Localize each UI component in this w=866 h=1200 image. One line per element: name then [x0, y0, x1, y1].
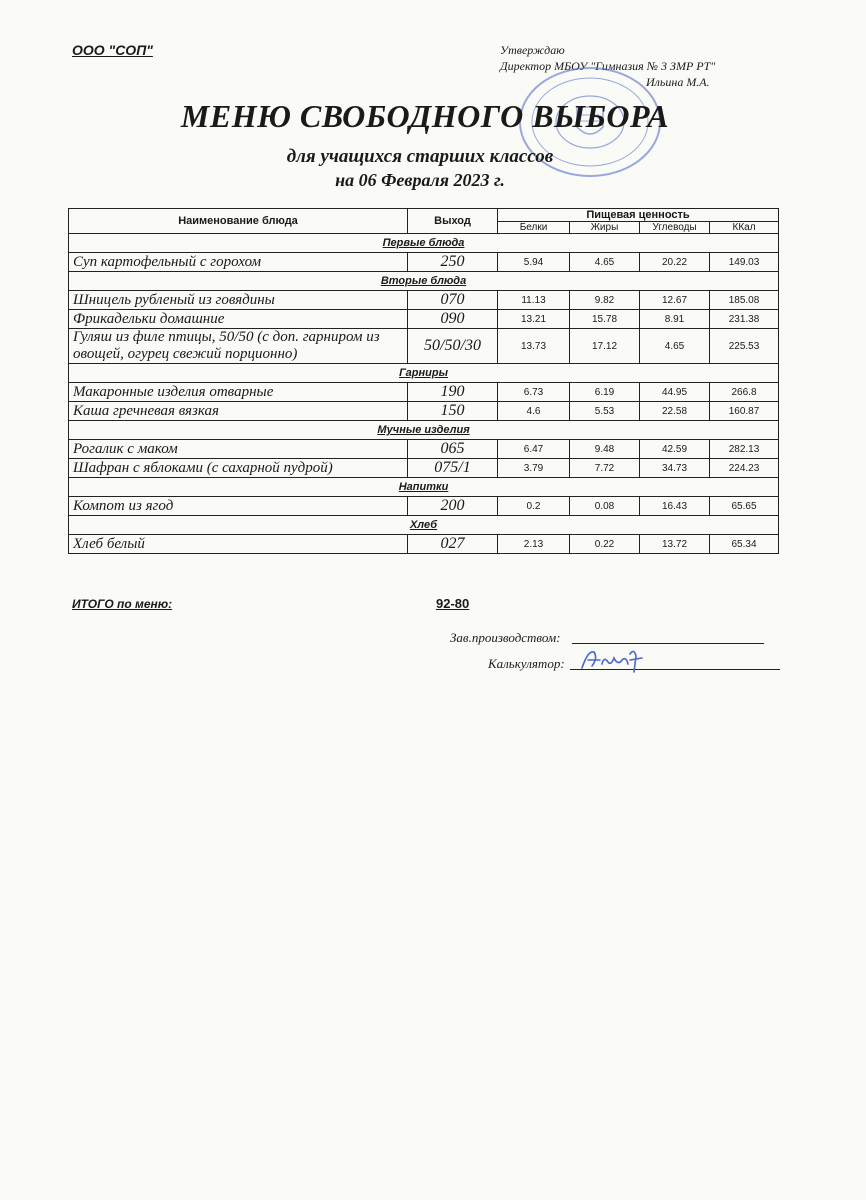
menu-table [68, 208, 779, 554]
dish-fat: 7.72 [570, 459, 640, 478]
dish-name: Гуляш из филе птицы, 50/50 (с доп. гарниром из овощей, огурец свежий порционно) [69, 329, 408, 364]
header-nutrition: Пищевая ценность [498, 209, 779, 222]
dish-protein: 6.73 [498, 383, 570, 402]
dish-kcal: 149.03 [710, 253, 779, 272]
dish-protein: 4.6 [498, 402, 570, 421]
table-row [69, 329, 779, 364]
approval-line-2: Директор МБОУ "Гимназия № 3 ЗМР РТ" [500, 59, 716, 73]
section-title: Первые блюда [69, 234, 779, 253]
dish-kcal: 185.08 [710, 291, 779, 310]
dish-name: Рогалик с маком [69, 440, 408, 459]
table-row [69, 402, 779, 421]
section-title: Вторые блюда [69, 272, 779, 291]
dish-fat: 5.53 [570, 402, 640, 421]
dish-fat: 6.19 [570, 383, 640, 402]
dish-kcal: 231.38 [710, 310, 779, 329]
dish-output: 027 [408, 535, 498, 554]
dish-protein: 13.21 [498, 310, 570, 329]
dish-output: 150 [408, 402, 498, 421]
header-kcal: ККал [710, 222, 779, 234]
dish-protein: 3.79 [498, 459, 570, 478]
dish-carbs: 34.73 [640, 459, 710, 478]
dish-kcal: 225.53 [710, 329, 779, 364]
header-carbs: Углеводы [640, 222, 710, 234]
dish-output: 065 [408, 440, 498, 459]
table-row [69, 310, 779, 329]
dish-output: 250 [408, 253, 498, 272]
dish-fat: 9.48 [570, 440, 640, 459]
header-fat: Жиры [570, 222, 640, 234]
total-value: 92-80 [436, 596, 470, 611]
dish-carbs: 4.65 [640, 329, 710, 364]
dish-output: 200 [408, 497, 498, 516]
dish-output: 075/1 [408, 459, 498, 478]
section-title: Мучные изделия [69, 421, 779, 440]
dish-kcal: 266.8 [710, 383, 779, 402]
table-row [69, 459, 779, 478]
approval-line-3: Ильина М.А. [646, 75, 710, 89]
header-dish-name: Наименование блюда [69, 209, 408, 234]
section-title: Напитки [69, 478, 779, 497]
handwritten-signature-icon [578, 644, 658, 674]
dish-carbs: 13.72 [640, 535, 710, 554]
organization-name: ООО "СОП" [72, 42, 153, 58]
section-title: Гарниры [69, 364, 779, 383]
dish-kcal: 224.23 [710, 459, 779, 478]
dish-fat: 9.82 [570, 291, 640, 310]
dish-kcal: 160.87 [710, 402, 779, 421]
dish-name: Шницель рубленый из говядины [69, 291, 408, 310]
page-subtitle: для учащихся старших классов [286, 146, 554, 167]
section-title: Хлеб [69, 516, 779, 535]
dish-kcal: 282.13 [710, 440, 779, 459]
dish-name: Шафран с яблоками (с сахарной пудрой) [69, 459, 408, 478]
dish-kcal: 65.65 [710, 497, 779, 516]
dish-carbs: 20.22 [640, 253, 710, 272]
table-row [69, 440, 779, 459]
page-title: МЕНЮ СВОБОДНОГО ВЫБОРА [180, 98, 670, 134]
total-label: ИТОГО по меню: [72, 597, 173, 611]
dish-name: Компот из ягод [69, 497, 408, 516]
dish-fat: 4.65 [570, 253, 640, 272]
dish-output: 190 [408, 383, 498, 402]
table-row [69, 383, 779, 402]
table-row [69, 497, 779, 516]
dish-fat: 0.22 [570, 535, 640, 554]
dish-fat: 0.08 [570, 497, 640, 516]
table-row [69, 535, 779, 554]
header-output: Выход [408, 209, 498, 234]
dish-fat: 15.78 [570, 310, 640, 329]
dish-carbs: 42.59 [640, 440, 710, 459]
dish-output: 090 [408, 310, 498, 329]
dish-protein: 0.2 [498, 497, 570, 516]
production-manager-label: Зав.производством: [450, 630, 561, 645]
dish-name: Фрикадельки домашние [69, 310, 408, 329]
calculator-label: Калькулятор: [488, 656, 565, 671]
header-protein: Белки [498, 222, 570, 234]
dish-kcal: 65.34 [710, 535, 779, 554]
dish-output: 50/50/30 [408, 329, 498, 364]
dish-protein: 5.94 [498, 253, 570, 272]
dish-name: Каша гречневая вязкая [69, 402, 408, 421]
dish-name: Суп картофельный с горохом [69, 253, 408, 272]
dish-output: 070 [408, 291, 498, 310]
dish-protein: 11.13 [498, 291, 570, 310]
menu-date: на 06 Февраля 2023 г. [335, 170, 505, 190]
table-row [69, 291, 779, 310]
dish-carbs: 8.91 [640, 310, 710, 329]
dish-carbs: 22.58 [640, 402, 710, 421]
dish-protein: 13.73 [498, 329, 570, 364]
dish-name: Хлеб белый [69, 535, 408, 554]
dish-protein: 6.47 [498, 440, 570, 459]
dish-fat: 17.12 [570, 329, 640, 364]
dish-carbs: 12.67 [640, 291, 710, 310]
approval-line-1: Утверждаю [500, 43, 565, 57]
dish-carbs: 16.43 [640, 497, 710, 516]
dish-carbs: 44.95 [640, 383, 710, 402]
dish-protein: 2.13 [498, 535, 570, 554]
table-row [69, 253, 779, 272]
dish-name: Макаронные изделия отварные [69, 383, 408, 402]
